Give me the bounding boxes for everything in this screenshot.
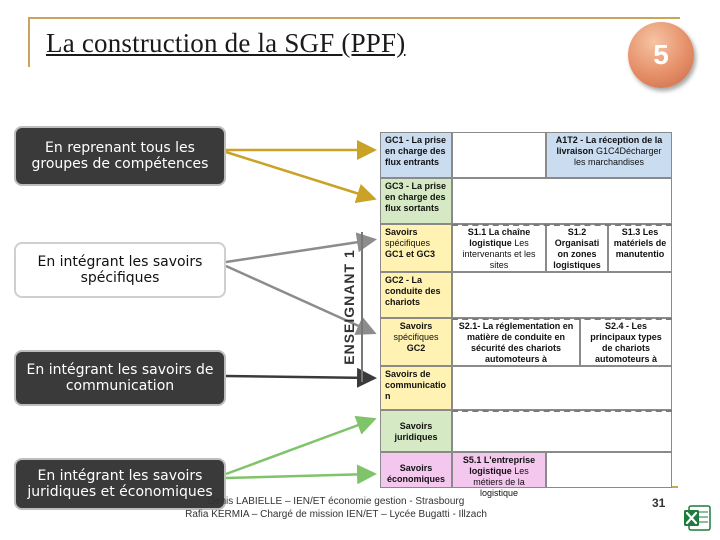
dashed-separator-1 <box>452 224 672 226</box>
cell-savoirs-communication <box>380 366 452 410</box>
cell-s11 <box>452 224 546 272</box>
footer-line-2: Rafia KERMIA – Chargé de mission IEN/ET – Lycée Bugatti - Illzach <box>185 509 487 520</box>
cell-savoirs-economiques-text: Savoirs économiques <box>386 463 445 484</box>
cell-a1t2-normal: G1C4Décharger les marchandises <box>573 146 662 167</box>
cell-empty-6 <box>546 452 672 488</box>
cell-s51-bold: S5.1 L'entreprise logistique <box>462 455 536 476</box>
callout-competences-text: En reprenant tous les groupes de compétences <box>31 140 209 172</box>
page-number: 31 <box>652 496 666 510</box>
cell-empty-1 <box>452 132 546 178</box>
cell-savoirs-gc2 <box>380 318 452 366</box>
cell-savoirs-gc1-gc3-bold1: Savoirs <box>385 227 418 237</box>
cell-savoirs-economiques <box>380 452 452 488</box>
vertical-label-text: ENSEIGNANT 1 <box>341 249 357 365</box>
cell-savoirs-juridiques-text: Savoirs juridiques <box>394 421 438 442</box>
cell-s21 <box>452 318 580 366</box>
cell-a1t2-bold: A1T2 - La réception de la livraison <box>555 135 663 156</box>
cell-s13 <box>608 224 672 272</box>
vertical-divider <box>361 232 363 382</box>
cell-s13-text: S1.3 Les matériels de manutentio <box>613 227 667 259</box>
cell-savoirs-juridiques <box>380 410 452 452</box>
slide-title: La construction de la SGF (PPF) <box>46 28 406 58</box>
cell-savoirs-gc1-gc3-bold2: GC1 et GC3 <box>385 249 436 259</box>
cell-savoirs-gc1-gc3 <box>380 224 452 272</box>
cell-savoirs-gc2-bold2: GC2 <box>406 343 426 353</box>
cell-empty-2 <box>452 178 672 224</box>
cell-savoirs-gc1-gc3-normal: spécifiques <box>385 238 431 248</box>
callout-savoirs-communication-text: En intégrant les savoirs de communication <box>26 362 214 394</box>
dashed-separator-2 <box>452 318 672 320</box>
cell-empty-4 <box>452 366 672 410</box>
cell-s51 <box>452 452 546 498</box>
cell-gc2 <box>380 272 452 318</box>
cell-s24-text: S2.4 - Les principaux types de chariots automoteurs à <box>590 321 662 364</box>
cell-s21-text: S2.1- La réglementation en matière de conduite en sécurité des chariots automoteurs à <box>458 321 574 364</box>
cell-s24 <box>580 318 672 366</box>
cell-savoirs-gc2-normal: spécifiques <box>393 332 439 342</box>
cell-gc2-text: GC2 - La conduite des chariots <box>385 275 441 307</box>
vertical-label <box>338 232 360 382</box>
callout-savoirs-specifiques-text: En intégrant les savoirs spécifiques <box>37 254 203 286</box>
cell-empty-5 <box>452 410 672 452</box>
footer-line-1: Denis LABIELLE – IEN/ET économie gestion - Strasbourg <box>207 496 465 507</box>
cell-a1t2 <box>546 132 672 178</box>
dashed-separator-3 <box>452 410 672 412</box>
arrow-competences-2 <box>226 152 372 198</box>
excel-icon[interactable] <box>682 503 712 533</box>
cell-savoirs-communication-text: Savoirs de communicatio n <box>385 369 447 401</box>
arrow-savoirs-juridiques <box>226 420 372 474</box>
cell-s11-normal: Les intervenants et les sites <box>462 238 536 270</box>
cell-s12-text: S1.2 Organisati on zones logistiques <box>553 227 601 270</box>
cell-s51-normal: Les métiers de la logistique <box>473 466 529 498</box>
callout-savoirs-specifiques <box>14 242 226 298</box>
callout-savoirs-juridiques-economiques-text: En intégrant les savoirs juridiques et économiques <box>27 468 213 500</box>
cell-gc3 <box>380 178 452 224</box>
callout-competences <box>14 126 226 186</box>
arrow-savoirs-economiques <box>226 474 372 478</box>
slide-number-badge: 5 <box>628 22 694 88</box>
cell-gc3-text: GC3 - La prise en charge des flux sortants <box>385 181 447 213</box>
callout-savoirs-communication <box>14 350 226 406</box>
cell-savoirs-gc2-bold1: Savoirs <box>399 321 433 331</box>
cell-s11-bold: S1.1 La chaîne logistique <box>467 227 531 248</box>
cell-s12 <box>546 224 608 272</box>
cell-empty-3 <box>452 272 672 318</box>
cell-gc1-text: GC1 - La prise en charge des flux entrants <box>385 135 447 167</box>
cell-gc1 <box>380 132 452 178</box>
